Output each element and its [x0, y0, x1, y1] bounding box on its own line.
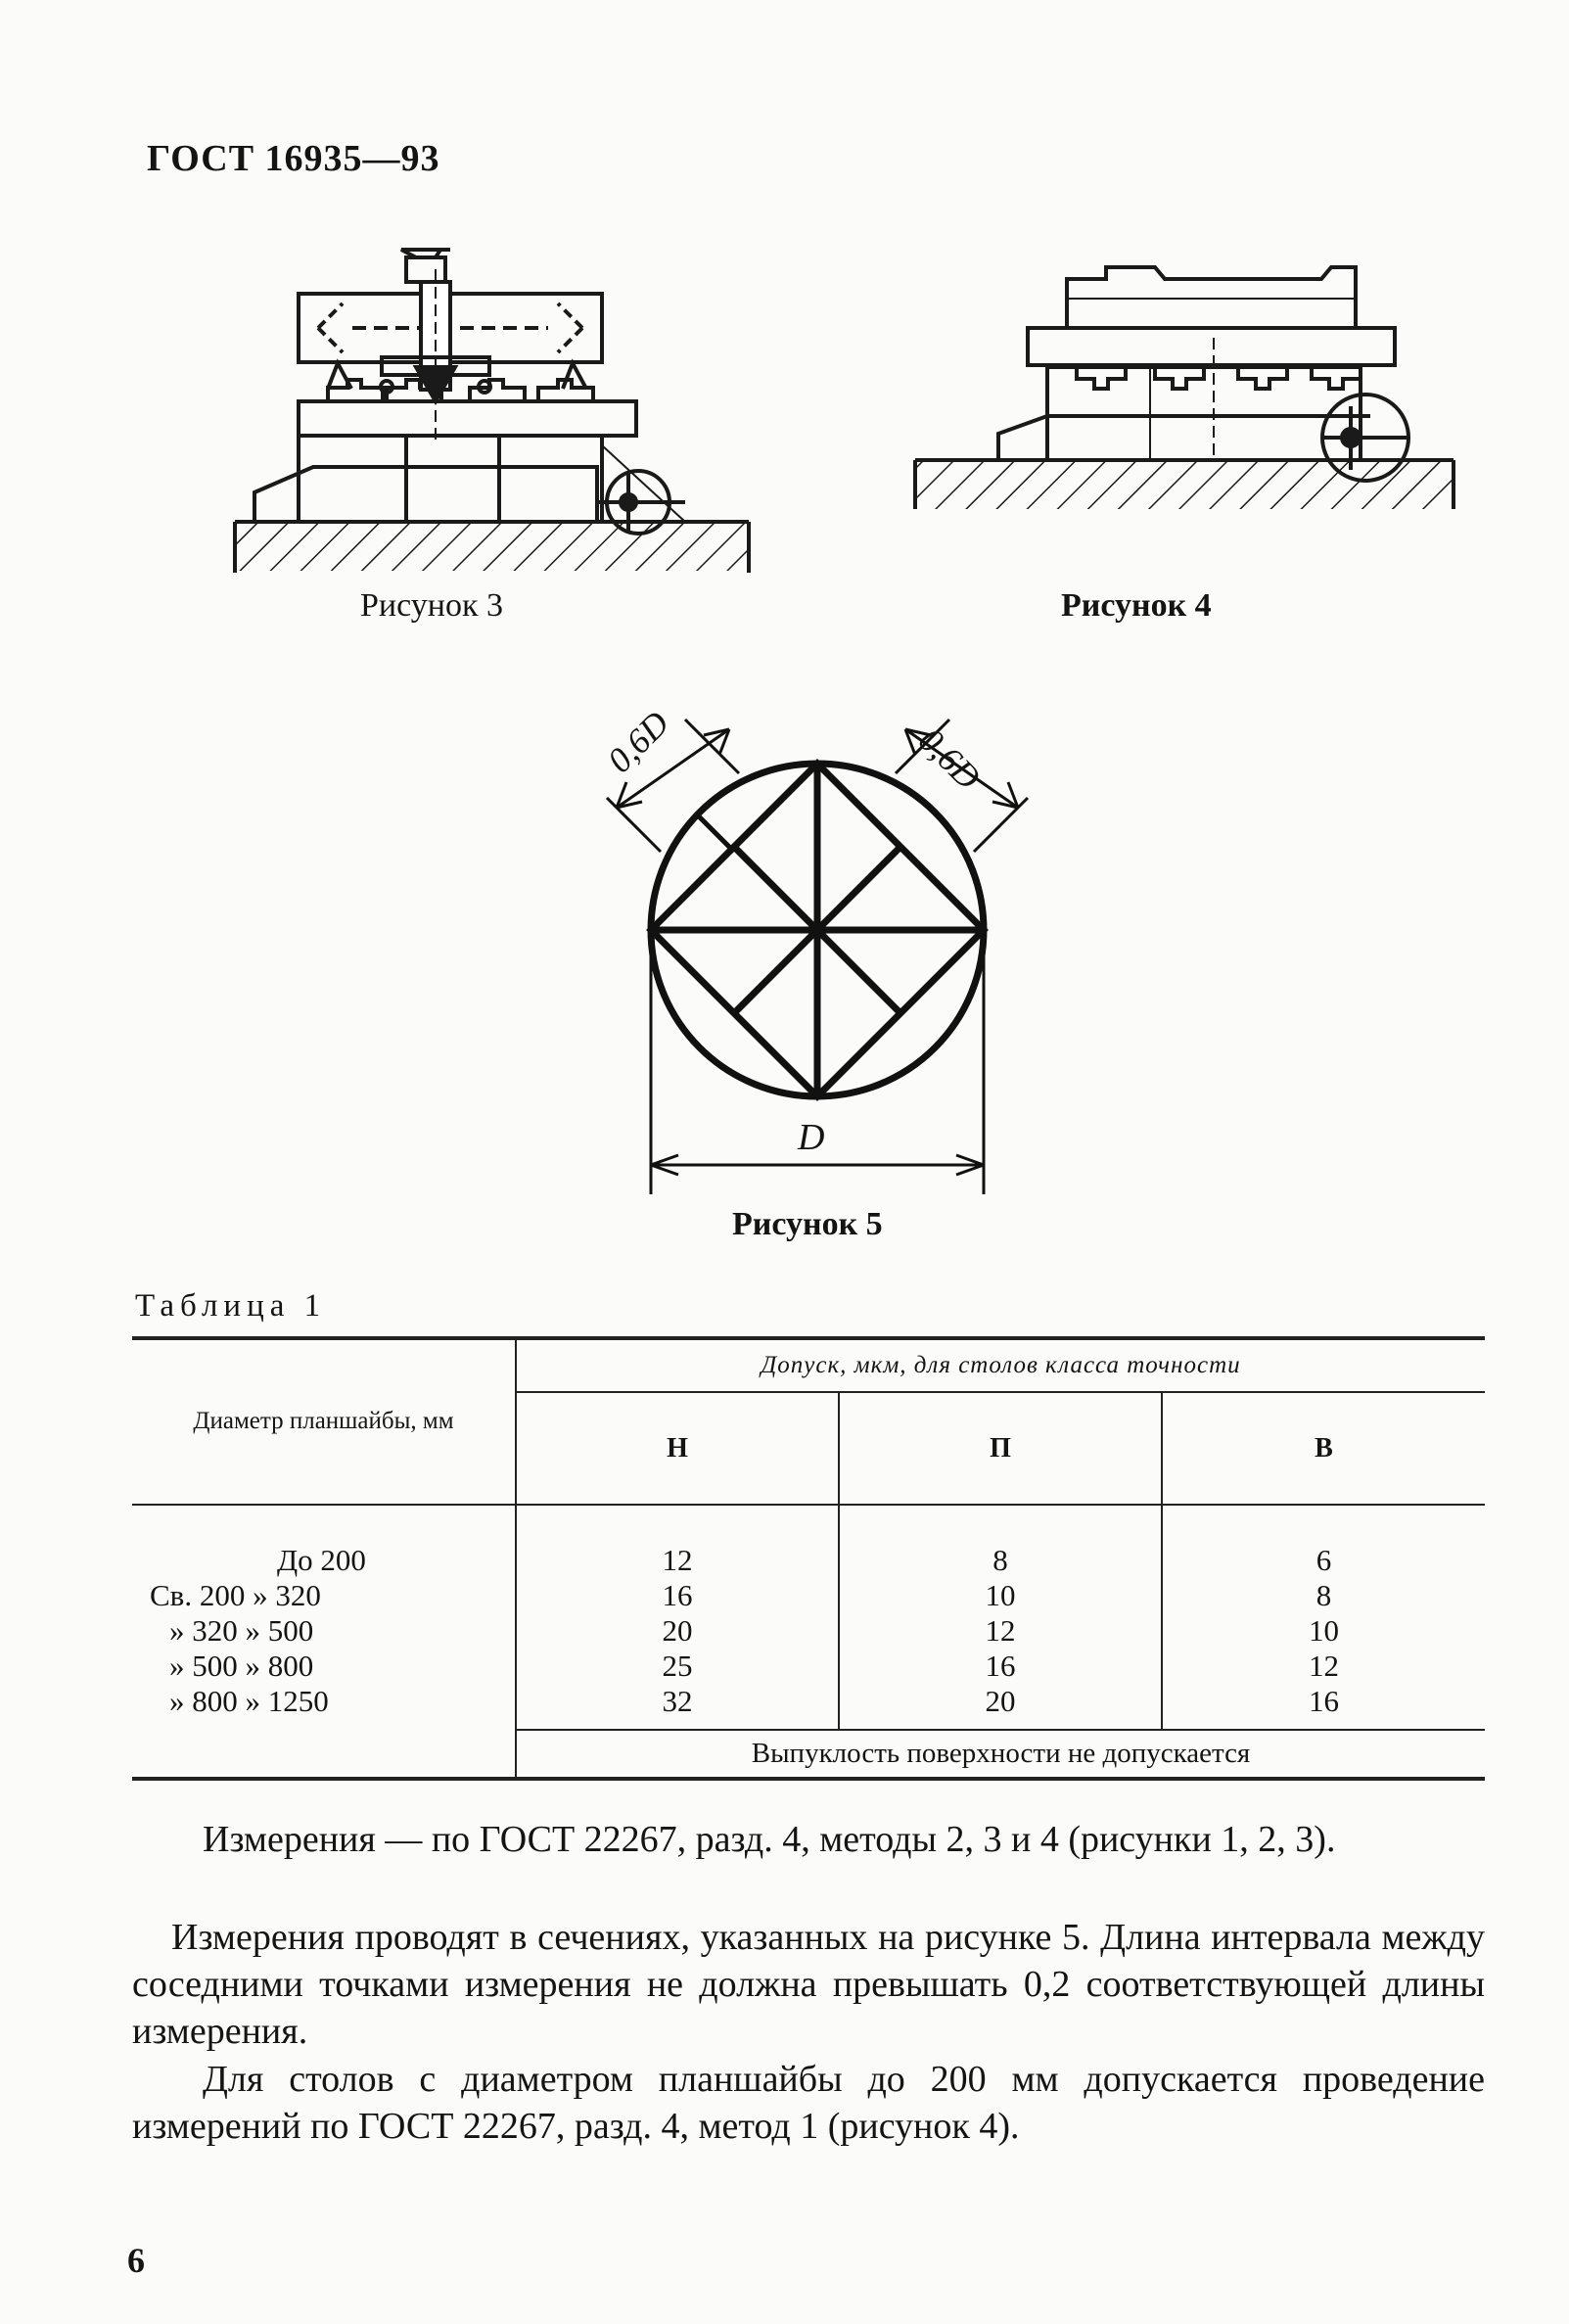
- figure-5-label-diag-right: 0,6D: [911, 720, 989, 798]
- diameter-row-3: » 320 » 500: [169, 1613, 314, 1648]
- table-cell: 16: [1309, 1684, 1340, 1718]
- table-cell: 16: [985, 1649, 1016, 1683]
- header-tolerance: Допуск, мкм, для столов класса точности: [516, 1338, 1485, 1392]
- table-cell: 10: [1309, 1613, 1340, 1648]
- paragraph-2: Измерения проводят в сечениях, указанных на рисунке 5. Длина интервала между соседними точками измерения не должна превышать 0,2 соответствующей длины измерения.: [132, 1917, 1485, 2052]
- paragraph-3: Для столов с диаметром планшайбы до 200 мм допускается проведение измерений по ГОСТ 22267, разд. 4, метод 1 (рисунок 4).: [132, 2059, 1485, 2147]
- table-note: Выпуклость поверхности не допускается: [516, 1730, 1485, 1779]
- figure-4-drawing: [910, 259, 1458, 514]
- diameter-row-4: » 500 » 800: [169, 1649, 314, 1683]
- page-number: 6: [127, 2241, 145, 2280]
- figure-5-label-d: D: [798, 1117, 825, 1158]
- figure-3-caption: Рисунок 3: [360, 587, 503, 624]
- values-class-v: [1162, 1505, 1485, 1730]
- figure-3-drawing: [225, 250, 754, 582]
- figure-4-caption: Рисунок 4: [1061, 587, 1212, 624]
- diameter-column: [132, 1505, 516, 1730]
- table-cell: 8: [1315, 1578, 1332, 1612]
- table-cell: 16: [662, 1578, 693, 1612]
- paragraph-1: Измерения — по ГОСТ 22267, разд. 4, методы 2, 3 и 4 (рисунки 1, 2, 3).: [203, 1819, 1336, 1860]
- header-class-n: Н: [516, 1392, 839, 1505]
- diameter-row-5: » 800 » 1250: [169, 1684, 329, 1718]
- header-diameter: Диаметр планшайбы, мм: [132, 1338, 516, 1505]
- values-class-p: [839, 1505, 1162, 1730]
- table-caption: Таблица 1: [135, 1288, 327, 1324]
- table-cell: 32: [662, 1684, 693, 1718]
- diameter-row-2: Св. 200 » 320: [150, 1578, 321, 1612]
- note-spacer: [132, 1730, 516, 1779]
- table-cell: 10: [985, 1578, 1016, 1612]
- table-cell: 20: [662, 1613, 693, 1648]
- table-cell: 12: [662, 1543, 693, 1577]
- table-cell: 12: [985, 1613, 1016, 1648]
- header-class-v: В: [1162, 1392, 1485, 1505]
- table-cell: 20: [985, 1684, 1016, 1718]
- tolerance-table: [132, 1336, 1485, 1781]
- table-cell: 6: [1315, 1543, 1332, 1577]
- document-header: ГОСТ 16935—93: [147, 138, 440, 179]
- table-cell: 8: [992, 1543, 1008, 1577]
- diameter-row-1: До 200: [277, 1543, 366, 1577]
- figure-5-caption: Рисунок 5: [732, 1206, 883, 1242]
- values-class-n: [516, 1505, 839, 1730]
- figure-5-label-diag-left: 0,6D: [599, 703, 677, 780]
- table-cell: 12: [1309, 1649, 1340, 1683]
- header-class-p: П: [839, 1392, 1162, 1505]
- table-cell: 25: [662, 1649, 693, 1683]
